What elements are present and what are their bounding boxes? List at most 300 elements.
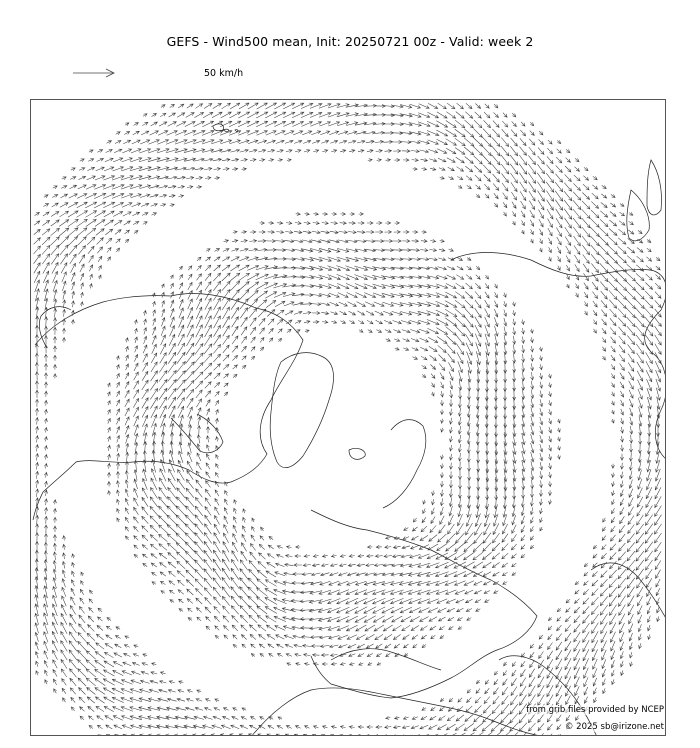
- wind-arrow: [437, 599, 447, 604]
- wind-arrow: [251, 535, 255, 541]
- wind-arrow: [592, 589, 598, 596]
- wind-arrow: [123, 662, 131, 666]
- wind-arrow: [329, 131, 338, 135]
- wind-arrow: [617, 273, 626, 282]
- wind-arrow: [504, 662, 507, 666]
- wind-arrow: [556, 634, 561, 641]
- wind-arrow: [117, 427, 120, 434]
- wind-arrow: [196, 598, 202, 604]
- wind-arrow: [140, 680, 149, 683]
- wind-arrow: [646, 352, 653, 363]
- wind-arrow: [36, 454, 39, 461]
- wind-arrow: [638, 389, 643, 399]
- wind-arrow: [243, 509, 246, 513]
- wind-arrow: [609, 246, 618, 254]
- wind-arrow: [322, 554, 327, 557]
- wind-arrow: [170, 204, 175, 207]
- wind-arrow: [95, 176, 105, 180]
- wind-arrow: [655, 300, 661, 307]
- wind-arrow: [627, 247, 634, 253]
- wind-arrow: [619, 221, 625, 226]
- wind-arrow: [142, 213, 148, 216]
- wind-arrow: [339, 573, 348, 576]
- wind-arrow: [548, 463, 551, 469]
- wind-arrow: [611, 419, 614, 423]
- wind-arrow: [68, 219, 78, 226]
- wind-arrow: [539, 652, 544, 659]
- wind-arrow: [167, 525, 177, 534]
- wind-arrow: [223, 708, 228, 711]
- wind-arrow: [511, 182, 517, 191]
- wind-arrow: [250, 544, 255, 551]
- wind-arrow: [565, 625, 571, 632]
- wind-arrow: [428, 149, 437, 153]
- wind-arrow: [35, 632, 38, 641]
- wind-arrow: [302, 131, 312, 135]
- wind-arrow: [385, 230, 392, 233]
- wind-arrow: [621, 409, 624, 415]
- wind-arrow: [44, 455, 47, 460]
- wind-arrow: [564, 191, 572, 201]
- wind-arrow: [440, 698, 444, 701]
- wind-arrow: [248, 606, 257, 615]
- wind-arrow: [249, 149, 257, 152]
- wind-arrow: [116, 239, 121, 243]
- wind-arrow: [483, 129, 491, 138]
- wind-arrow: [71, 580, 74, 587]
- wind-arrow: [386, 159, 391, 162]
- wind-arrow: [339, 645, 348, 648]
- wind-arrow: [620, 516, 625, 523]
- wind-arrow: [170, 275, 173, 279]
- wind-arrow: [539, 356, 542, 361]
- wind-arrow: [565, 641, 571, 651]
- wind-arrow: [240, 606, 248, 615]
- wind-arrow: [465, 166, 472, 172]
- wind-arrow: [251, 356, 254, 359]
- wind-arrow: [53, 526, 56, 532]
- wind-arrow: [168, 562, 176, 568]
- wind-arrow: [627, 256, 635, 263]
- wind-arrow: [295, 734, 302, 736]
- wind-arrow: [81, 581, 84, 586]
- wind-arrow: [134, 517, 139, 523]
- wind-arrow: [528, 164, 535, 174]
- wind-arrow: [44, 641, 48, 651]
- wind-arrow: [419, 258, 429, 261]
- wind-arrow: [591, 210, 599, 218]
- wind-arrow: [466, 103, 472, 108]
- wind-arrow: [592, 597, 599, 605]
- wind-arrow: [224, 392, 227, 396]
- wind-arrow: [221, 725, 230, 729]
- wind-arrow: [502, 563, 508, 567]
- wind-arrow: [647, 606, 650, 614]
- wind-arrow: [106, 725, 113, 729]
- wind-arrow: [134, 526, 139, 531]
- wind-arrow: [113, 212, 123, 217]
- wind-arrow: [356, 573, 366, 576]
- wind-arrow: [539, 499, 542, 505]
- wind-arrow: [143, 554, 148, 558]
- wind-arrow: [179, 283, 182, 289]
- wind-arrow: [132, 212, 139, 216]
- wind-arrow: [251, 644, 256, 648]
- wind-arrow: [503, 679, 508, 685]
- wind-arrow: [249, 569, 258, 579]
- wind-arrow: [530, 517, 533, 523]
- wind-arrow: [582, 236, 590, 246]
- wind-arrow: [124, 653, 131, 656]
- wind-arrow: [313, 653, 320, 656]
- wind-arrow: [87, 642, 96, 650]
- wind-arrow: [232, 326, 238, 336]
- wind-arrow: [105, 716, 113, 721]
- wind-arrow: [449, 698, 453, 702]
- wind-arrow: [176, 506, 186, 516]
- wind-arrow: [591, 219, 600, 228]
- wind-arrow: [629, 381, 634, 389]
- wind-arrow: [438, 103, 447, 109]
- wind-arrow: [530, 131, 535, 136]
- wind-arrow: [521, 328, 524, 334]
- wind-arrow: [204, 104, 212, 109]
- wind-arrow: [439, 716, 446, 721]
- wind-arrow: [485, 680, 488, 684]
- wind-arrow: [556, 165, 563, 172]
- coastline-iceland: [349, 448, 365, 459]
- wind-arrow: [215, 516, 220, 525]
- wind-arrow: [266, 300, 276, 307]
- wind-arrow: [438, 608, 447, 612]
- wind-arrow: [530, 329, 533, 333]
- wind-arrow: [639, 425, 642, 435]
- wind-arrow: [349, 654, 356, 657]
- wind-arrow: [540, 399, 543, 406]
- wind-arrow: [232, 346, 238, 353]
- wind-arrow: [79, 607, 84, 614]
- wind-arrow: [628, 238, 635, 243]
- wind-arrow: [548, 481, 551, 486]
- wind-arrow: [240, 578, 249, 589]
- wind-arrow: [61, 650, 67, 660]
- wind-arrow: [107, 618, 111, 621]
- wind-arrow: [645, 542, 653, 552]
- wind-arrow: [116, 481, 119, 488]
- wind-arrow: [250, 634, 256, 639]
- wind-arrow: [44, 195, 48, 198]
- wind-arrow: [86, 678, 95, 686]
- wind-arrow: [161, 335, 166, 345]
- wind-arrow: [593, 545, 596, 549]
- wind-arrow: [600, 245, 609, 254]
- wind-arrow: [493, 184, 499, 191]
- wind-arrow: [483, 572, 491, 577]
- wind-arrow: [161, 591, 165, 594]
- wind-arrow: [63, 291, 66, 300]
- wind-arrow: [404, 644, 409, 648]
- wind-arrow: [167, 707, 178, 710]
- wind-arrow: [546, 191, 553, 202]
- wind-arrow: [231, 257, 239, 261]
- wind-arrow: [512, 202, 516, 209]
- wind-arrow: [53, 500, 56, 505]
- wind-arrow: [446, 148, 456, 154]
- wind-arrow: [77, 228, 87, 236]
- wind-arrow: [575, 590, 579, 594]
- wind-arrow: [549, 418, 552, 424]
- wind-arrow: [646, 257, 651, 261]
- wind-arrow: [412, 230, 417, 233]
- wind-arrow: [420, 338, 429, 342]
- wind-arrow: [449, 454, 452, 460]
- wind-arrow: [206, 463, 210, 469]
- wind-arrow: [295, 653, 301, 656]
- wind-arrow: [171, 300, 174, 308]
- wind-arrow: [510, 713, 518, 723]
- wind-arrow: [547, 148, 552, 154]
- wind-arrow: [440, 498, 443, 505]
- wind-arrow: [495, 292, 498, 298]
- wind-arrow: [97, 716, 104, 720]
- wind-arrow: [420, 617, 429, 622]
- wind-arrow: [357, 564, 365, 567]
- wind-arrow: [104, 167, 114, 171]
- wind-arrow: [161, 581, 166, 584]
- wind-arrow: [43, 212, 49, 216]
- wind-arrow: [521, 661, 525, 667]
- wind-arrow: [35, 344, 38, 354]
- wind-arrow: [600, 282, 607, 291]
- wind-arrow: [232, 542, 237, 552]
- wind-arrow: [538, 156, 545, 164]
- wind-arrow: [52, 641, 57, 652]
- wind-arrow: [86, 660, 96, 668]
- wind-arrow: [565, 633, 571, 641]
- wind-arrow: [285, 644, 293, 647]
- wind-arrow: [266, 103, 277, 109]
- wind-arrow: [42, 229, 50, 235]
- wind-arrow: [186, 506, 195, 516]
- wind-arrow: [124, 645, 129, 648]
- wind-arrow: [322, 320, 328, 323]
- wind-arrow: [81, 283, 84, 289]
- wind-arrow: [392, 311, 403, 315]
- wind-arrow: [483, 562, 492, 568]
- wind-arrow: [186, 707, 195, 710]
- wind-arrow: [521, 535, 525, 541]
- wind-arrow: [78, 176, 85, 179]
- wind-arrow: [474, 129, 483, 138]
- wind-arrow: [477, 360, 480, 374]
- wind-arrow: [133, 398, 138, 407]
- wind-arrow: [151, 353, 157, 363]
- wind-arrow: [510, 146, 517, 156]
- wind-arrow: [356, 625, 367, 631]
- wind-arrow: [242, 644, 246, 648]
- wind-arrow: [197, 435, 200, 444]
- wind-arrow: [44, 428, 47, 433]
- wind-arrow: [160, 204, 165, 207]
- wind-arrow: [583, 598, 589, 604]
- wind-arrow: [185, 551, 194, 561]
- wind-arrow: [62, 579, 66, 588]
- wind-arrow: [179, 266, 182, 270]
- wind-arrow: [447, 103, 455, 109]
- wind-arrow: [520, 138, 526, 145]
- wind-arrow: [269, 328, 274, 333]
- wind-arrow: [582, 227, 590, 237]
- wind-arrow: [441, 428, 444, 432]
- wind-arrow: [548, 400, 551, 405]
- wind-arrow: [494, 688, 499, 695]
- wind-arrow: [539, 347, 542, 351]
- wind-arrow: [320, 240, 330, 243]
- wind-arrow: [153, 310, 156, 316]
- wind-arrow: [531, 372, 534, 380]
- wind-arrow: [411, 545, 420, 549]
- wind-arrow: [358, 320, 364, 323]
- wind-arrow: [106, 149, 113, 152]
- wind-arrow: [260, 328, 265, 334]
- wind-arrow: [134, 381, 139, 389]
- wind-arrow: [628, 354, 634, 363]
- wind-arrow: [592, 580, 598, 586]
- wind-arrow: [71, 597, 76, 605]
- wind-arrow: [521, 488, 524, 499]
- wind-arrow: [36, 462, 39, 469]
- wind-arrow: [584, 677, 588, 686]
- wind-arrow: [512, 515, 516, 525]
- wind-arrow: [87, 167, 94, 170]
- wind-arrow: [438, 534, 447, 542]
- wind-arrow: [347, 573, 356, 576]
- wind-arrow: [347, 635, 357, 640]
- wind-arrow: [159, 388, 167, 399]
- wind-arrow: [602, 185, 606, 188]
- wind-arrow: [602, 347, 605, 352]
- wind-arrow: [107, 482, 110, 487]
- wind-arrow: [233, 534, 237, 543]
- wind-arrow: [142, 371, 148, 380]
- wind-arrow: [286, 726, 291, 729]
- wind-arrow: [485, 283, 489, 288]
- wind-arrow: [439, 168, 445, 171]
- wind-arrow: [413, 356, 418, 359]
- wind-arrow: [375, 140, 384, 143]
- wind-arrow: [70, 688, 75, 694]
- wind-arrow: [349, 726, 354, 729]
- wind-arrow: [645, 524, 653, 535]
- wind-arrow: [620, 490, 623, 497]
- wind-arrow: [529, 677, 535, 687]
- wind-arrow: [313, 150, 319, 153]
- wind-arrow: [403, 537, 409, 540]
- wind-arrow: [584, 283, 588, 290]
- wind-arrow: [449, 515, 454, 525]
- wind-arrow: [402, 330, 410, 333]
- wind-arrow: [160, 406, 166, 418]
- wind-arrow: [70, 254, 76, 264]
- wind-arrow: [215, 699, 219, 702]
- wind-arrow: [629, 633, 632, 641]
- wind-arrow: [312, 644, 321, 647]
- wind-arrow: [522, 371, 525, 381]
- wind-arrow: [214, 382, 219, 387]
- wind-arrow: [215, 473, 218, 478]
- wind-arrow: [230, 281, 239, 291]
- wind-arrow: [627, 560, 635, 570]
- wind-arrow: [477, 680, 480, 684]
- wind-arrow: [185, 515, 194, 525]
- wind-arrow: [34, 238, 41, 245]
- wind-arrow: [98, 735, 102, 736]
- wind-arrow: [142, 497, 148, 506]
- wind-arrow: [531, 416, 534, 426]
- wind-arrow: [231, 596, 239, 606]
- wind-arrow: [205, 382, 211, 389]
- wind-arrow: [170, 309, 174, 318]
- wind-arrow: [126, 355, 129, 361]
- wind-arrow: [656, 579, 660, 587]
- wind-arrow: [493, 121, 499, 128]
- wind-arrow: [215, 635, 218, 638]
- wind-arrow: [233, 708, 237, 711]
- wind-arrow: [61, 641, 68, 652]
- wind-arrow: [494, 203, 497, 207]
- wind-arrow: [530, 337, 533, 342]
- wind-arrow: [619, 525, 625, 533]
- wind-arrow: [386, 536, 391, 539]
- wind-map: [30, 99, 666, 736]
- wind-arrow: [529, 723, 536, 731]
- wind-arrow: [521, 516, 524, 524]
- wind-arrow: [348, 302, 357, 307]
- wind-arrow: [134, 507, 139, 514]
- wind-arrow: [113, 167, 124, 171]
- wind-arrow: [232, 355, 237, 360]
- wind-arrow: [252, 527, 255, 532]
- wind-arrow: [448, 167, 455, 170]
- wind-arrow: [302, 573, 311, 576]
- wind-arrow: [376, 221, 382, 224]
- wind-arrow: [44, 409, 47, 414]
- wind-arrow: [510, 732, 518, 736]
- wind-arrow: [107, 410, 110, 415]
- wind-arrow: [455, 292, 464, 299]
- wind-arrow: [71, 301, 74, 307]
- wind-arrow: [530, 498, 533, 506]
- wind-arrow: [627, 264, 636, 272]
- wind-arrow: [655, 515, 662, 526]
- wind-arrow: [574, 236, 581, 246]
- wind-arrow: [628, 587, 635, 598]
- wind-arrow: [117, 453, 120, 460]
- wind-arrow: [195, 569, 203, 578]
- wind-arrow: [107, 454, 110, 460]
- wind-arrow: [464, 581, 474, 586]
- wind-arrow: [35, 399, 38, 406]
- wind-arrow: [638, 615, 642, 623]
- wind-arrow: [582, 245, 589, 255]
- wind-arrow: [126, 443, 129, 452]
- wind-arrow: [233, 635, 237, 639]
- wind-arrow: [519, 155, 526, 165]
- wind-arrow: [249, 615, 257, 623]
- wind-arrow: [637, 506, 643, 516]
- wind-arrow: [205, 515, 212, 525]
- wind-arrow: [610, 212, 616, 217]
